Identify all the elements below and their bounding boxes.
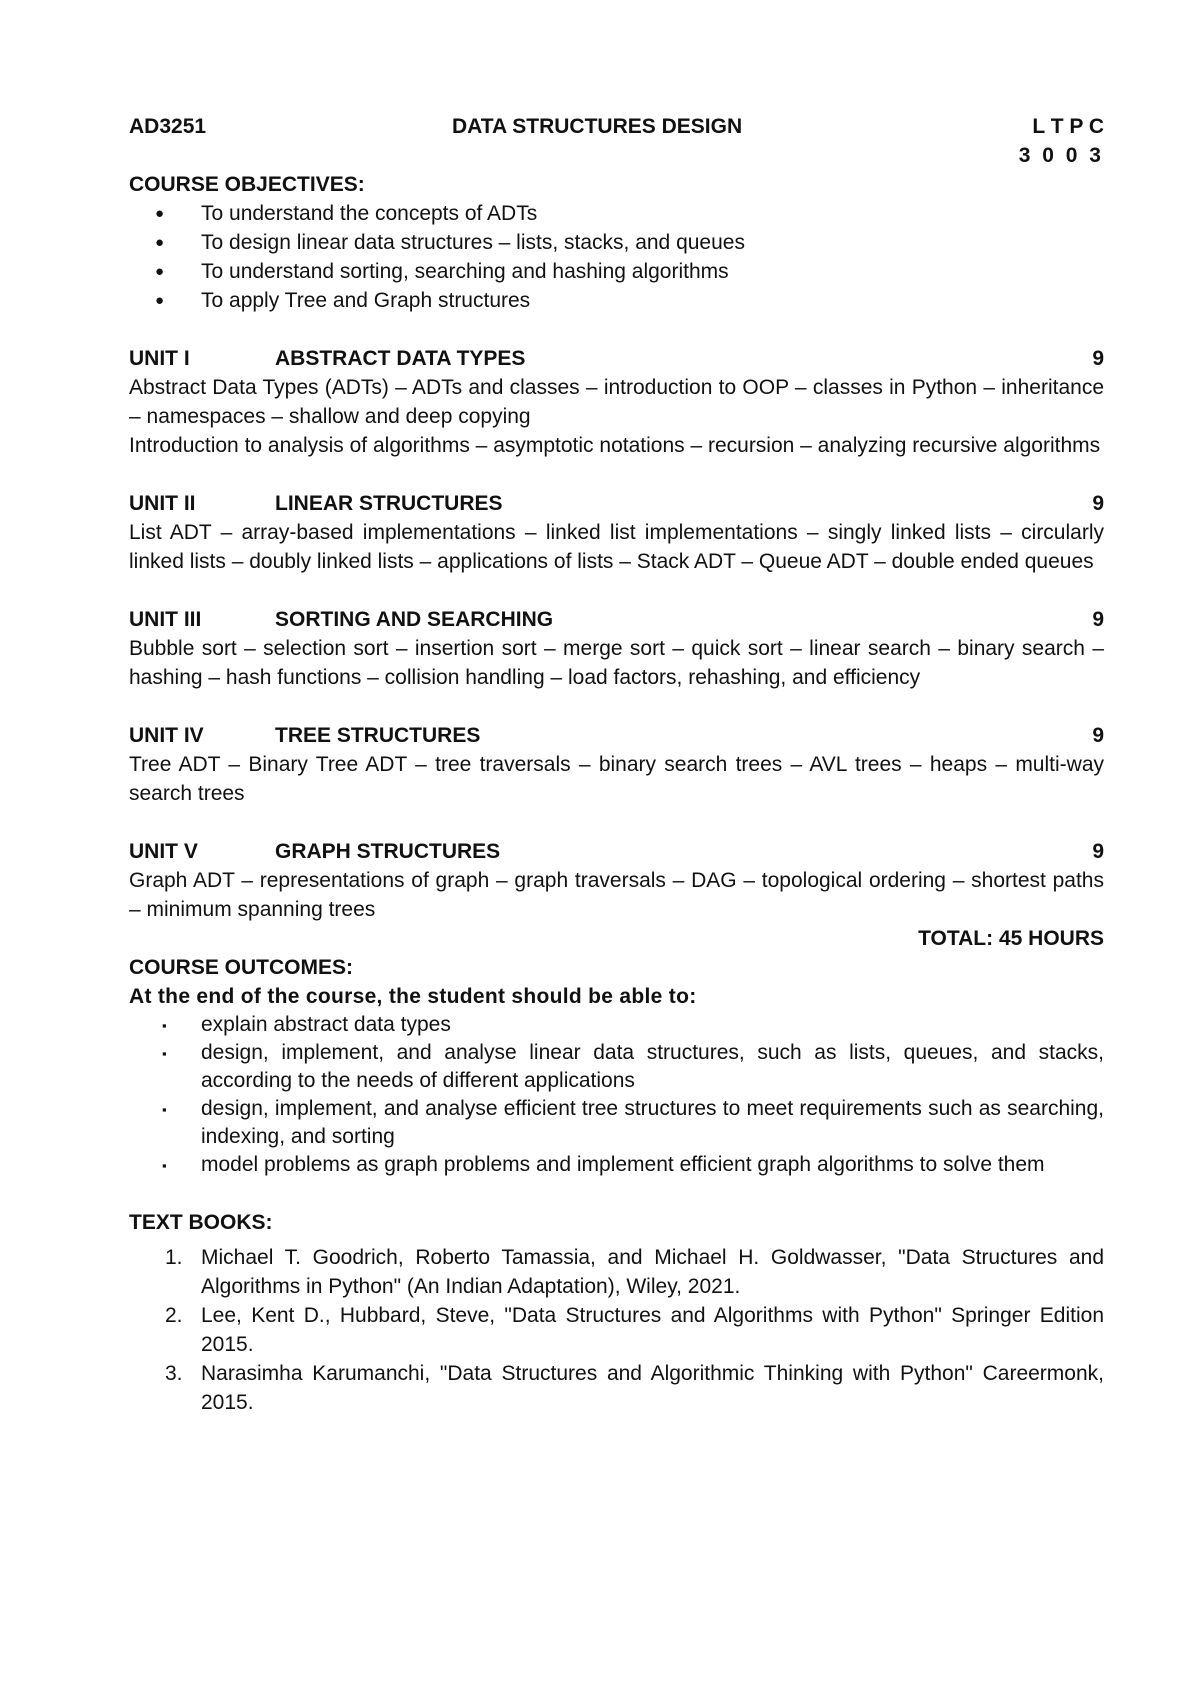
course-code: AD3251 — [129, 115, 207, 138]
outcome-item: ▪ design, implement, and analyse efficient tree structures to meet requirements such as searching, indexing, and sorting — [129, 1095, 1104, 1151]
unit-1 — [129, 344, 1104, 460]
textbook-item — [129, 1301, 1104, 1359]
textbook-item — [129, 1243, 1104, 1301]
unit-heading — [129, 344, 1104, 373]
outcome-item: ▪ model problems as graph problems and implement efficient graph algorithms to solve them — [129, 1151, 1104, 1179]
unit-2 — [129, 489, 1104, 576]
unit-hours: 9 — [1092, 840, 1104, 863]
unit-name: TREE STRUCTURES — [275, 724, 481, 747]
unit-name: GRAPH STRUCTURES — [275, 840, 501, 863]
unit-number: UNIT V — [129, 840, 198, 863]
objectives-list — [129, 199, 1104, 315]
unit-heading — [129, 837, 1104, 866]
course-title: DATA STRUCTURES DESIGN — [452, 115, 743, 138]
objective-item: ● To understand sorting, searching and hashing algorithms — [129, 257, 1104, 286]
objective-item: ● To apply Tree and Graph structures — [129, 286, 1104, 315]
unit-4 — [129, 721, 1104, 808]
unit-name: ABSTRACT DATA TYPES — [275, 347, 526, 370]
unit-heading — [129, 605, 1104, 634]
unit-number: UNIT III — [129, 608, 202, 631]
textbook-text: Michael T. Goodrich, Roberto Tamassia, and Michael H. Goldwasser, "Data Structures and Algorithms in Python" (An Indian Adaptation), Wiley, 2021. — [201, 1246, 1104, 1298]
textbook-number: 2. — [165, 1304, 183, 1327]
unit-3 — [129, 605, 1104, 692]
textbooks-list — [129, 1243, 1104, 1417]
unit-hours: 9 — [1092, 347, 1104, 370]
objective-item: ● To design linear data structures – lists, stacks, and queues — [129, 228, 1104, 257]
unit-name: SORTING AND SEARCHING — [275, 608, 554, 631]
course-header — [129, 112, 1104, 141]
unit-paragraph: Graph ADT – representations of graph – graph traversals – DAG – topological ordering – shortest paths – minimum spanning trees — [129, 869, 1104, 921]
unit-paragraph: List ADT – array-based implementations – linked list implementations – singly linked lists – circularly linked lists – doubly linked lists – applications of lists – Stack ADT – Queue ADT – double ended queues — [129, 521, 1104, 573]
unit-5 — [129, 837, 1104, 924]
outcomes-list — [129, 1011, 1104, 1179]
unit-hours: 9 — [1092, 492, 1104, 515]
outcome-item: ▪ explain abstract data types — [129, 1011, 1104, 1039]
unit-name: LINEAR STRUCTURES — [275, 492, 503, 515]
page-content — [129, 112, 1104, 1417]
unit-number: UNIT I — [129, 347, 190, 370]
objectives-heading: COURSE OBJECTIVES: — [129, 173, 365, 196]
textbook-number: 3. — [165, 1362, 183, 1385]
outcome-item: ▪ design, implement, and analyse linear data structures, such as lists, queues, and stacks, according to the needs of different applications — [129, 1039, 1104, 1095]
objective-item: ● To understand the concepts of ADTs — [129, 199, 1104, 228]
textbook-item — [129, 1359, 1104, 1417]
ltpc-values-row — [129, 141, 1104, 170]
unit-heading — [129, 489, 1104, 518]
unit-number: UNIT II — [129, 492, 196, 515]
ltpc-label: L T P C — [1032, 115, 1104, 138]
textbook-text: Narasimha Karumanchi, "Data Structures and Algorithmic Thinking with Python" Careermonk, 2015. — [201, 1362, 1104, 1414]
unit-paragraph: Bubble sort – selection sort – insertion sort – merge sort – quick sort – linear search – binary search – hashing – hash functions – collision handling – load factors, rehashing, and efficiency — [129, 637, 1104, 689]
ltpc-values: 3 0 0 3 — [1018, 144, 1104, 167]
outcomes-heading: COURSE OUTCOMES: — [129, 956, 354, 979]
unit-number: UNIT IV — [129, 724, 204, 747]
outcomes-lead: At the end of the course, the student should be able to: — [129, 985, 697, 1008]
unit-paragraph: Introduction to analysis of algorithms – asymptotic notations – recursion – analyzing recursive algorithms — [129, 434, 1101, 457]
unit-heading — [129, 721, 1104, 750]
unit-hours: 9 — [1092, 724, 1104, 747]
unit-paragraph: Tree ADT – Binary Tree ADT – tree traversals – binary search trees – AVL trees – heaps – multi-way search trees — [129, 753, 1104, 805]
textbooks-heading: TEXT BOOKS: — [129, 1211, 273, 1234]
total-hours: TOTAL: 45 HOURS — [918, 927, 1104, 950]
textbook-number: 1. — [165, 1246, 183, 1269]
unit-paragraph: Abstract Data Types (ADTs) – ADTs and classes – introduction to OOP – classes in Python – inheritance – namespaces – shallow and deep copying — [129, 376, 1104, 428]
unit-hours: 9 — [1092, 608, 1104, 631]
textbook-text: Lee, Kent D., Hubbard, Steve, "Data Structures and Algorithms with Python" Springer Edition 2015. — [201, 1304, 1104, 1356]
